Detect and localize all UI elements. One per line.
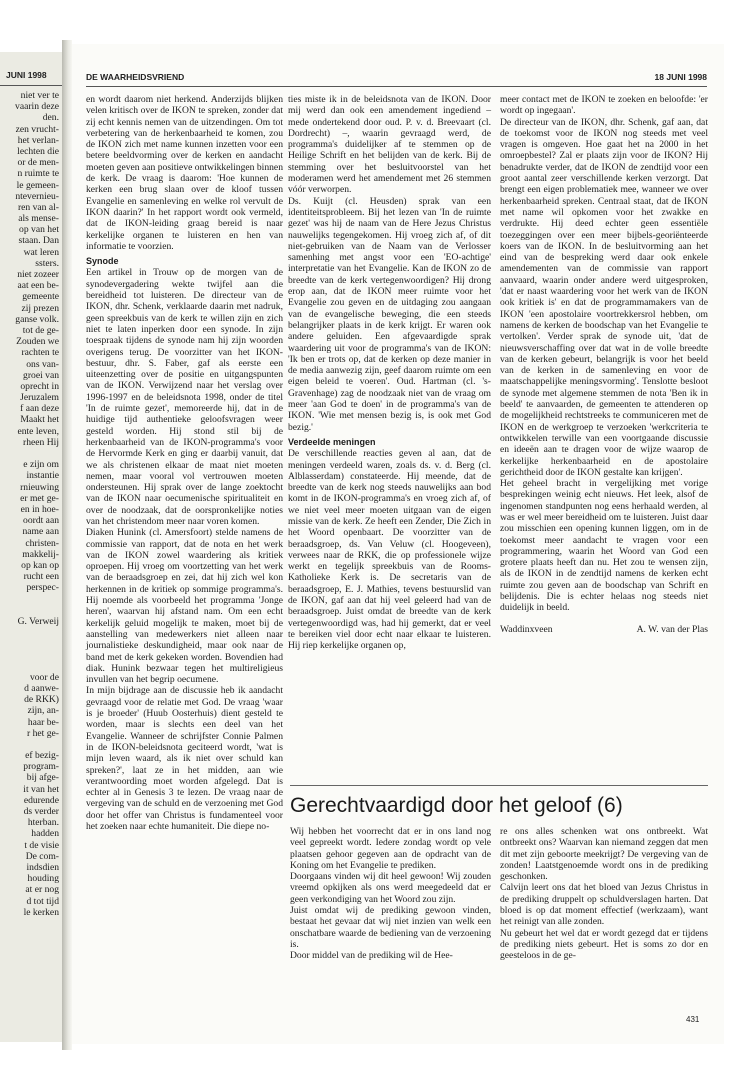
left-header-rule: [0, 85, 62, 86]
signoff-place: Waddinxveen: [500, 623, 553, 635]
left-page-text: [0, 90, 59, 918]
left-page-line: oprecht in: [20, 380, 59, 392]
paragraph: en wordt daarom niet herkend. Anderzijds blijken velen kritisch over de IKON te spreken, zonder dat zij echt kennis nemen van de uitzendingen. Om tot verbetering van de herkenbaarheid te komen, zou de IKON zich met name kunnen inzetten voor een betere beeldvorming over de kerken en aandacht moeten geven aan positieve ontwikkelingen binnen de kerk. De vraag is daarom: 'Hoe kunnen de kerken een brug slaan over de kloof tussen Evangelie en samenleving en welke rol vervult de IKON daarin?' In het rapport wordt ook vermeld, dat de IKON-leiding graag bereid is naar kerkelijke organen te luisteren en hen van informatie te voorzien.: [86, 94, 283, 252]
left-page-line: groei van: [23, 369, 59, 381]
section-heading: Verdeelde meningen: [288, 436, 376, 447]
left-page-line: ganse volk.: [15, 313, 59, 325]
left-page-line: christen-: [25, 537, 59, 549]
left-page-line: voor de: [29, 671, 59, 683]
left-page-line: hterban.: [27, 817, 59, 829]
left-page-line: staan. Dan: [18, 235, 59, 247]
left-page-line: [0, 661, 59, 672]
paragraph: ties miste ik in de beleidsnota van de IKON. Door mij werd dan ook een amendement ingediend – mede ondertekend door oud. P. v. d. Breevaart (cl. Dordrecht) –, waarin gevraagd werd, de programma's duidelijker af te stemmen op de Heilige Schrift en het belijden van de kerk. Bij de stemming over het besluitvoorstel van het moderamen werd het amendement met 26 stemmen vóór verworpen.: [288, 94, 491, 196]
paragraph: Door middel van de prediking wil de Hee-: [290, 950, 453, 962]
left-page-line: [0, 593, 59, 604]
left-page-line: le gemeen-: [16, 179, 59, 191]
left-page-line: niet zozeer: [17, 269, 59, 280]
left-page-line: t de visie: [24, 839, 59, 851]
left-page-line: en in hoe-: [20, 503, 59, 515]
left-page-line: wat leren: [23, 246, 59, 258]
paragraph: Een artikel in Trouw op de morgen van de synodevergadering wekte twijfel aan die bereidheid tot luisteren. De directeur van de IKON, dhr. Schenk, verklaarde daarin met nadruk, geen spreekbuis van de kerk te willen zijn en zich niet te laten inperken door een synode. In zijn toespraak tijdens de synode nam hij zijn woorden overigens terug. De voorzitter van het IKON-bestuur, dhr. S. Faber, gaf als eerste een uiteenzetting over de positie en uitgangspunten van de IKON. Verwijzend naar het verslag over 1996-1997 en de beleidsnota 1998, onder de titel 'In de ruimte gezet', memoreerde hij, dat in de huidige tijd authentieke geloofsvragen weer gesteld worden. Hij stond stil bij de herkenbaarheid van de IKON-programma's voor de Hervormde Kerk en ging er daarbij vanuit, dat we als christenen elkaar de maat niet moeten nemen, maar vooral vol vertrouwen moeten ondersteunen. Hij sprak over de lange zoektocht van de IKON naar oecumenische spiritualiteit en over de noodzaak, dat de oorspronkelijke noties van het christendom meer naar voren komen.: [86, 267, 283, 527]
paragraph: Wij hebben het voorrecht dat er in ons land nog veel gepreekt wordt. Iedere zondag wordt op vele plaatsen gehoor gegeven aan de opdracht van de Koning om het Evangelie te prediken.: [290, 826, 491, 871]
left-page-line: Maakt het: [20, 414, 59, 426]
article-column-left: [290, 826, 491, 962]
left-page-line: rucht een: [23, 571, 59, 583]
left-page-line: oordt aan: [23, 515, 59, 527]
left-page-line: als mense-: [18, 213, 59, 225]
left-page-line: or de men-: [17, 157, 59, 169]
left-page-line: it van het: [23, 783, 59, 795]
left-page-fragment: [0, 52, 62, 1042]
left-page-line: nteverniеu-: [15, 190, 59, 202]
left-page-line: edurende: [23, 794, 59, 806]
paragraph: Ds. Kuijt (cl. Heusden) sprak van een identiteitsprobleem. Bij het lezen van 'In de ruimte gezet' was hij de naam van de Here Jezus Christus nauwelijks tegengekomen. Hij vroeg zich af, of dit niet-gebruiken van de Naam van de Verlosser samenhing met angst voor een 'EO-achtige' interpretatie van het Evangelie. Kan de IKON zo de breedte van de kerk vertegenwoordigen? Hij drong erop aan, dat de IKON meer ruimte voor het Evangelie zou geven en de uitdaging zou aangaan van de evangelische beweging, die een steeds belangrijker plaats in de kerk krijgt. Er waren ook andere geluiden. Een afgevaardigde sprak waardering uit voor de programma's van de IKON: 'Ik ben er trots op, dat de kerken op deze manier in de media aanwezig zijn, geef daarom ruimte om een eigen beleid te voeren'. Oud. Hartman (cl. 's-Gravenhage) zag de noodzaak niet van de vraag om meer 'aan God te doen' in de programma's van de IKON. 'Wie met mensen bezig is, is ook met God bezig.': [288, 195, 491, 433]
left-page-line: Jeruzalem: [20, 392, 59, 404]
article-rule: [290, 785, 708, 786]
left-page-line: d tot tijd: [26, 895, 59, 907]
paragraph: Calvijn leert ons dat het bloed van Jezus Christus in de prediking druppelt op schuldverslagen harten. Dat bloed is op dat moment effectief (werkzaam), want het reinigt van alle zonden.: [500, 882, 708, 928]
book-spine-shadow: [62, 40, 72, 1050]
left-page-line: rnieuwing: [20, 481, 59, 493]
left-page-line: makkelij-: [22, 548, 59, 560]
left-page-line: f aan deze: [20, 403, 59, 415]
left-page-line: ons van-: [26, 358, 59, 370]
column-3: [500, 94, 708, 636]
left-page-line: indsdien: [26, 861, 59, 873]
article-title: Gerechtvaardigd door het geloof (6): [290, 794, 623, 817]
left-page-line: Zouden we: [16, 336, 59, 348]
left-page-line: zijn, an-: [27, 705, 59, 717]
signoff-author: A. W. van der Plas: [636, 623, 708, 635]
left-page-line: rheen Hij: [23, 436, 59, 448]
left-page-line: perspec-: [26, 582, 59, 594]
left-page-line: ds verder: [23, 806, 59, 817]
left-page-line: rachten te: [21, 347, 59, 359]
left-page-line: n ruimte te: [17, 168, 59, 180]
paragraph: Doorgaans vinden wij dit heel gewoon! Wij zouden vreemd opkijken als ons werd meegedeeld dat er geen verkondiging van het Woord zou zijn.: [290, 871, 491, 905]
issue-date: 18 JUNI 1998: [654, 72, 707, 82]
left-page-line: zen vrucht-: [15, 123, 59, 135]
left-page-line: op kan op: [21, 559, 59, 571]
left-page-line: ren van al-: [17, 201, 59, 213]
left-page-line: [0, 627, 59, 638]
left-page-line: ef bezig-: [25, 750, 59, 762]
left-page-line: gemeente: [22, 291, 59, 303]
left-page-line: d aanwe-: [24, 682, 59, 694]
column-1: [86, 94, 283, 832]
paragraph: De directeur van de IKON, dhr. Schenk, gaf aan, dat de toekomst voor de IKON nog steeds met veel vragen is omgeven. Hoe gaat het na 2000 in het omroepbestel? Zal er plaats zijn voor de IKON? Hij benadrukte verder, dat de IKON de zendtijd voor een groot aantal zeer verschillende kerken verzorgt. Dat brengt een eigen problematiek mee, wanneer we over herkenbaarheid spreken. Centraal staat, dat de IKON met name wil opkomen voor het zwakke en verdrukte. Hij deed echter geen essentiële toezeggingen over een meer bijbels-georiënteerde koers van de IKON. In de besluitvorming aan het eind van de bespreking werd daar ook enkele amendementen van de commissie van rapport aanvaard, waarin onder andere werd uitgesproken, 'dat er naast waardering voor het werk van de IKON ook kritiek is' en dat de programmamakers van de IKON 'een apostolaire voortrekkersrol hebben, om namens de kerken de boodschap van het Evangelie te vertolken'. Verder sprak de synode uit, 'dat de nieuwsverschaffing over dat wat in de volle breedte van de kerken gebeurt, belangrijk is voor het beeld van de kerken in de samenleving en voor de maatschappelijke meningsvorming'. Tenslotte besloot de synode met algemene stemmen de nota 'Ben ik in beeld' te aanvaarden, de gemeenten te attenderen op de mogelijkheid rechtstreeks te communiceren met de IKON en de werkgroep te verzoeken 'werkcriteria te ontwikkelen terwille van een voortgaande discussie en ideeën aan te dragen voor de wijze waarop de kerkelijke herkenbaarheid en de apostolaire gerichtheid door de IKON gestalte kan krijgen'.: [500, 116, 708, 478]
section-heading: Synode: [86, 256, 119, 267]
left-page-line: ente leven,: [17, 425, 59, 437]
left-page-line: aat een be-: [17, 280, 59, 292]
paragraph: meer contact met de IKON te zoeken en beloofde: 'er wordt op ingegaan'.: [500, 94, 708, 117]
left-page-line: De com-: [25, 850, 59, 862]
left-page-line: le kerken: [23, 906, 59, 918]
left-page-line: bij afge-: [26, 772, 59, 784]
header-rule: [86, 86, 707, 87]
left-page-line: het verlan-: [17, 134, 59, 146]
paragraph: Nu gebeurt het wel dat er wordt gezegd dat er tijdens de prediking niets gebeurt. Het is soms zo dor en geesteloos in de ge-: [500, 927, 708, 962]
left-page-line: er met ge-: [20, 492, 59, 504]
left-page-line: haar be-: [27, 716, 59, 728]
left-page-line: [0, 448, 59, 459]
left-page-line: hadden: [31, 828, 59, 840]
left-page-line: G. Verweij: [17, 615, 59, 627]
article-column-right: [500, 826, 708, 962]
column-2: [288, 94, 491, 652]
left-page-line: houding: [27, 873, 59, 885]
left-page-line: de RKK): [24, 694, 59, 706]
left-page-line: tot de ge-: [22, 324, 59, 336]
left-page-line: niet ver te: [20, 90, 59, 101]
paragraph: Juist omdat wij de prediking gewoon vinden, bestaat het gevaar dat wij niet inzien van welk een onschatbare waarde de bediening van de verzoening is.: [290, 905, 491, 950]
left-page-line: instantie: [26, 470, 59, 482]
left-page-line: e zijn om: [23, 459, 59, 471]
left-page-line: r het ge-: [27, 727, 59, 739]
left-page-line: at er nog: [25, 884, 59, 896]
left-page-line: [0, 605, 59, 616]
paragraph: Het geheel bracht in vergelijking met vorige besprekingen weinig echt nieuws. Het leek, alsof de ingenomen standpunten nog eens herhaald werden, al was er wel meer bereidheid om te luisteren. Juist daar zou misschien een opening kunnen liggen, om in de toekomst meer aandacht te vragen voor een programmering, waarin het Woord van God een grotere plaats heeft dan nu. Het zou te wensen zijn, als de IKON in de zendtijd namens de kerken echt ruimte zou geven aan de boodschap van Schrift en belijdenis. Die is echter helaas nog steeds niet duidelijk in beeld.: [500, 478, 708, 614]
left-page-line: [0, 739, 59, 750]
publication-title: DE WAARHEIDSVRIEND: [86, 72, 185, 82]
paragraph: Diaken Hunink (cl. Amersfoort) stelde namens de commissie van rapport, dat de nota en het werk van de IKON zowel waardering als kritiek oproepen. Hij vroeg om voortzetting van het werk van de beraadsgroep en zei, dat hij zich wel kon herkennen in de kritiek op sommige programma's. Hij noemde als voorbeeld het programma 'Jonge heren', waarvan hij afstand nam. Om een echt kerkelijk geluid mogelijk te maken, moet bij de aanstelling van medewerkers niet alleen naar journalistieke deskundigheid, maar ook naar de band met de kerk gekeken worden. Bovendien had diak. Hunink bezwaar tegen het multireligieus invullen van het begrip oecumene.: [86, 527, 283, 686]
page-header: [86, 72, 707, 82]
left-page-line: op van het: [19, 224, 59, 236]
left-page-line: name aan: [22, 526, 59, 538]
paragraph: re ons alles schenken wat ons ontbreekt. Wat ontbreekt ons? Waarvan kan niemand zeggen dat men dit met zijn geboorte meekrijgt? De vergeving van de zonden! Laatstgenoemde wordt ons in de prediking geschonken.: [500, 826, 708, 883]
left-page-line: lechten die: [17, 145, 59, 157]
paragraph: De verschillende reacties geven al aan, dat de meningen verdeeld waren, zoals ds. v. d. Berg (cl. Alblasserdam) constateerde. Hij meende, dat de breedte van de kerk nog steeds nauwelijks aan bod komt in de IKON-programma's en vroeg zich af, of we niet veel meer moeten uitgaan van de eigen missie van de kerk. Ze heeft een Zender, Die Zich in het Woord openbaart. De voorzitter van de beraadsgroep, ds. Van Veluw (cl. Hoogeveen), verwees naar de RKK, die op professionele wijze werkt en tegelijk spreekbuis van de Rooms-Katholieke Kerk is. De secretaris van de beraadsgroep, E. J. Mathies, tevens bestuurslid van de IKON, gaf aan dat hij veel geleerd had van de beraadsgroep. Juist omdat de breedte van de kerk vertegenwoordigd was, had hij gemerkt, dat er veel te bereiken viel door echt naar elkaar te luisteren. Hij riep kerkelijke organen op,: [288, 448, 491, 652]
left-page-line: vaarin deze: [15, 101, 59, 113]
left-page-line: zij prezen: [21, 302, 59, 314]
left-page-line: [0, 649, 59, 660]
article-signoff: [500, 624, 708, 636]
left-page-line: [0, 638, 59, 649]
left-page-line: ssters.: [35, 257, 59, 269]
page-number: 431: [686, 1015, 700, 1024]
left-running-head: JUNI 1998: [6, 70, 47, 80]
paragraph: In mijn bijdrage aan de discussie heb ik aandacht gevraagd voor de relatie met God. De vraag 'waar is je broeder' (Huub Oosterhuis) dient gesteld te worden, maar is slechts een deel van het Evangelie. Wanneer de schrijfster Connie Palmen in de IKON-beleidsnota geciteerd wordt, 'wat is mijn leven waard, als ik niet over schuld kan spreken?', laat ze in het midden, aan wie verantwoording moet worden afgelegd. Dat is echter al in Genesis 3 te lezen. De vraag naar de vergeving van de schuld en de verzoening met God door het offer van Christus is fundamenteel voor het zoeken naar echte humaniteit. Die diepe no-: [86, 685, 283, 832]
left-page-line: program-: [23, 761, 59, 773]
left-page-line: den.: [42, 112, 59, 124]
